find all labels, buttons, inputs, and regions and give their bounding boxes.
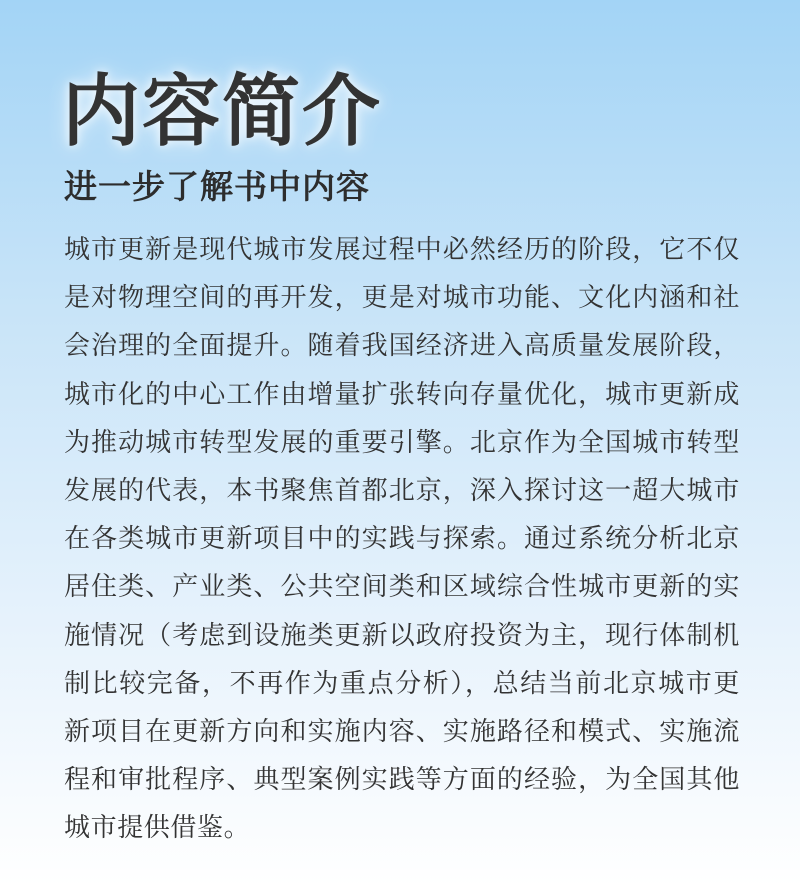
page-title: 内容简介	[62, 67, 383, 157]
intro-paragraph: 城市更新是现代城市发展过程中必然经历的阶段，它不仅是对物理空间的再开发，更是对城市功能、文化内涵和社会治理的全面提升。随着我国经济进入高质量发展阶段，城市化的中心工作由增量扩张转向存量优化，城市更新成为推动城市转型发展的重要引擎。北京作为全国城市转型发展的代表，本书聚焦首都北京，深入探讨这一超大城市在各类城市更新项目中的实践与探索。通过系统分析北京居住类、产业类、公共空间类和区域综合性城市更新的实施情况（考虑到设施类更新以政府投资为主，现行体制机制比较完备，不再作为重点分析），总结当前北京城市更新项目在更新方向和实施内容、实施路径和模式、实施流程和审批程序、典型案例实践等方面的经验，为全国其他城市提供借鉴。	[64, 235, 740, 844]
page-subtitle: 进一步了解书中内容	[64, 167, 370, 206]
